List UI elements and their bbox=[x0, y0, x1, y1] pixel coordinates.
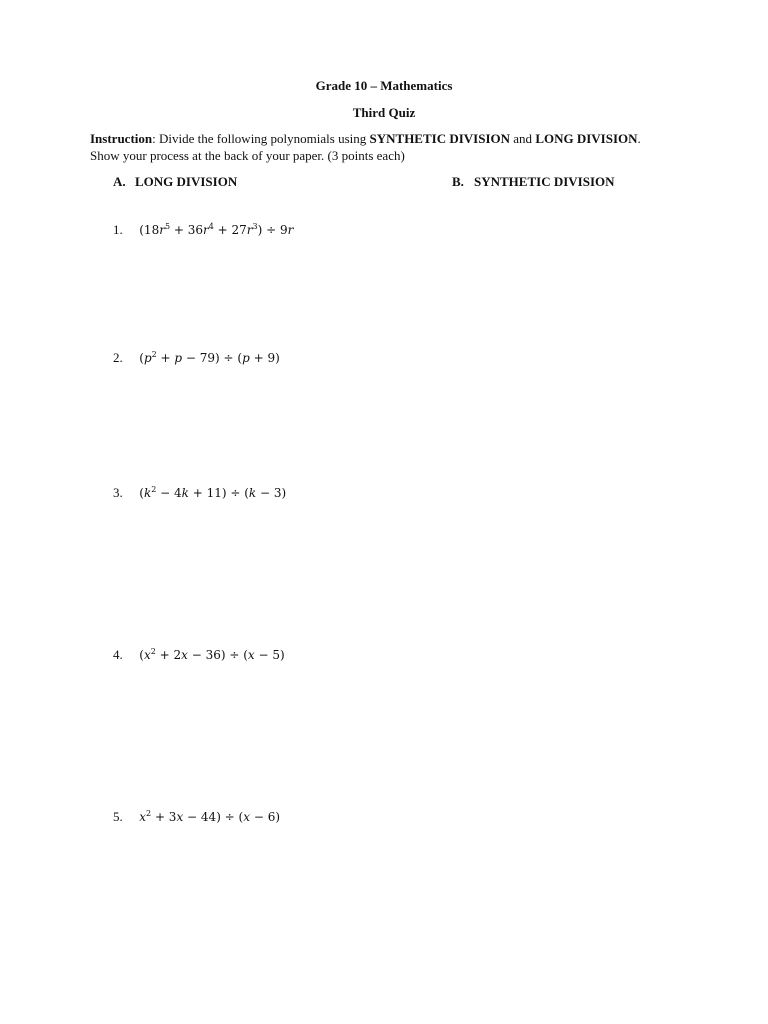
instruction-text-3: . bbox=[637, 131, 641, 146]
instruction-label: Instruction bbox=[90, 131, 153, 146]
problem-expression: $(18r^5 + 36r^4 + 27r^3) \div 9r$ bbox=[139, 222, 294, 237]
problem-expression: $(p^2 + p - 79) \div (p + 9)$ bbox=[139, 350, 280, 365]
instruction-text-2: and bbox=[510, 131, 536, 146]
page-title: Grade 10 – Mathematics bbox=[315, 78, 453, 93]
instruction-line-2: Show your process at the back of your paper. (3 points each) bbox=[90, 148, 405, 163]
problem-expression: $(k^2 - 4k + 11) \div (k - 3)$ bbox=[139, 485, 287, 500]
problem-number: 1. bbox=[113, 222, 123, 237]
problem-3 bbox=[113, 485, 286, 501]
problem-number: 2. bbox=[113, 350, 123, 365]
problem-expression: $(x^2 + 2x - 36) \div (x - 5)$ bbox=[139, 647, 285, 662]
section-label: SYNTHETIC DIVISION bbox=[474, 174, 615, 189]
section-letter: B. bbox=[452, 174, 464, 189]
section-letter: A. bbox=[113, 174, 126, 189]
problem-number: 5. bbox=[113, 809, 123, 824]
instruction-method-2: LONG DIVISION bbox=[535, 131, 638, 146]
instruction-text-1: : Divide the following polynomials using bbox=[152, 131, 370, 146]
section-b-heading bbox=[452, 174, 615, 190]
problem-number: 3. bbox=[113, 485, 123, 500]
section-label: LONG DIVISION bbox=[135, 174, 238, 189]
problem-2 bbox=[113, 350, 280, 366]
problem-1 bbox=[113, 222, 293, 238]
problem-5 bbox=[113, 809, 280, 825]
problem-number: 4. bbox=[113, 647, 123, 662]
instruction-block bbox=[90, 130, 690, 164]
problem-expression: $x^2 + 3x - 44) \div (x - 6)$ bbox=[139, 809, 281, 824]
instruction-method-1: SYNTHETIC DIVISION bbox=[369, 131, 511, 146]
quiz-subtitle: Third Quiz bbox=[352, 105, 416, 120]
section-a-heading bbox=[113, 174, 237, 190]
problem-4 bbox=[113, 647, 285, 663]
